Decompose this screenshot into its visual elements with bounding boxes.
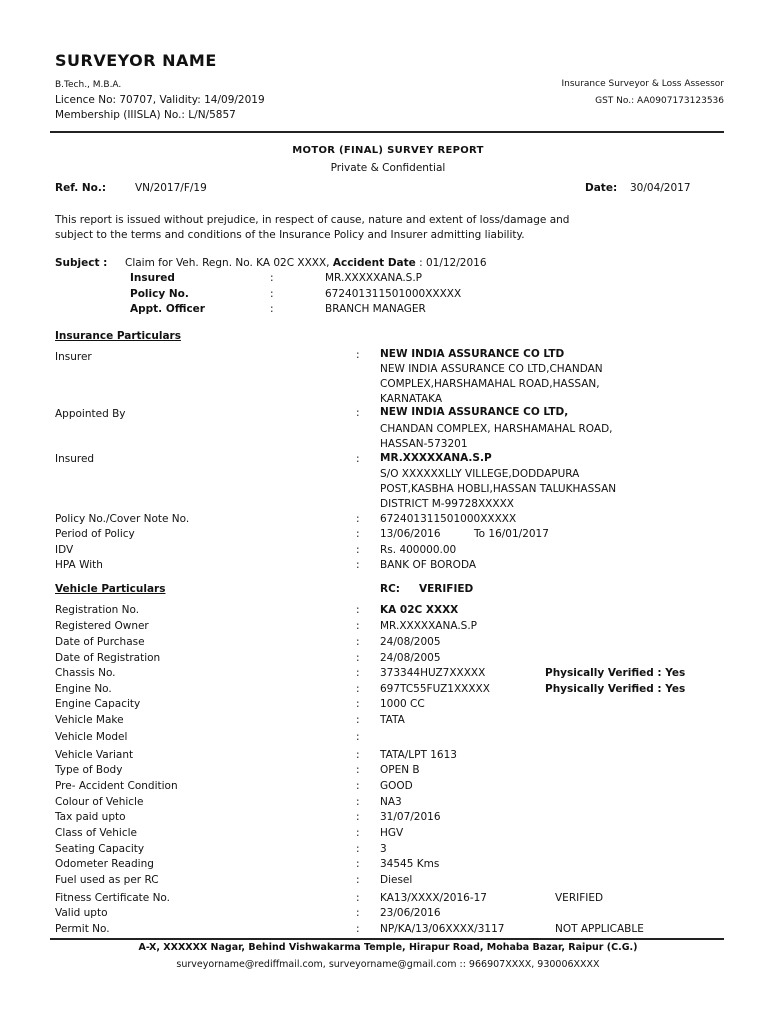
vehicle-field-label: Vehicle Model: [55, 731, 128, 743]
insured-address-line: POST,KASBHA HOBLI,HASSAN TALUKHASSAN: [380, 483, 617, 495]
report-title: MOTOR (FINAL) SURVEY REPORT: [292, 145, 484, 156]
field-colon: :: [356, 858, 360, 870]
field-colon: :: [356, 923, 360, 935]
subject-officer-label: Appt. Officer: [130, 303, 205, 315]
membership-info: Membership (IIISLA) No.: L/N/5857: [55, 109, 236, 121]
vehicle-field-value: 31/07/2016: [380, 811, 441, 823]
vehicle-field-label: Permit No.: [55, 923, 110, 935]
vehicle-field-value: OPEN B: [380, 764, 420, 776]
vehicle-field-value: TATA: [380, 714, 405, 726]
insurer-name: NEW INDIA ASSURANCE CO LTD: [380, 348, 565, 360]
field-colon: :: [356, 667, 360, 679]
footer-contact: surveyorname@rediffmail.com, surveyorname@gmail.com :: 966907XXXX, 930006XXXX: [176, 959, 600, 970]
vehicle-field-label: Vehicle Make: [55, 714, 124, 726]
ref-value: VN/2017/F/19: [135, 182, 207, 194]
report-subtitle: Private & Confidential: [330, 162, 446, 174]
field-colon: :: [356, 827, 360, 839]
footer-address: A-X, XXXXXX Nagar, Behind Vishwakarma Temple, Hirapur Road, Mohaba Bazar, Raipur (C.G.): [138, 942, 638, 953]
vehicle-field-status: VERIFIED: [555, 892, 604, 904]
intro-text-line-1: This report is issued without prejudice, in respect of cause, nature and extent of loss/damage and: [55, 214, 570, 226]
licence-info: Licence No: 70707, Validity: 14/09/2019: [55, 94, 265, 106]
subject-colon: :: [270, 303, 274, 315]
subject-policy-label: Policy No.: [130, 288, 189, 300]
date-label: Date:: [585, 182, 618, 194]
vehicle-field-status: Physically Verified : Yes: [545, 667, 686, 679]
vehicle-field-label: Colour of Vehicle: [55, 796, 144, 808]
field-colon: :: [356, 453, 360, 465]
field-colon: :: [356, 683, 360, 695]
vehicle-field-label: Valid upto: [55, 907, 108, 919]
vehicle-field-value: 697TC55FUZ1XXXXX: [380, 683, 490, 695]
field-colon: :: [356, 544, 360, 556]
field-colon: :: [356, 513, 360, 525]
field-colon: :: [356, 620, 360, 632]
subject-claim-text: Claim for Veh. Regn. No. KA 02C XXXX,: [125, 257, 333, 269]
field-colon: :: [356, 764, 360, 776]
vehicle-field-value: 24/08/2005: [380, 636, 441, 648]
gst-number: GST No.: AA0907173123536: [595, 96, 724, 106]
vehicle-field-value: NA3: [380, 796, 402, 808]
footer-divider: [50, 938, 724, 940]
field-colon: :: [356, 892, 360, 904]
vehicle-field-label: Engine No.: [55, 683, 112, 695]
vehicle-field-label: Tax paid upto: [55, 811, 126, 823]
vehicle-field-label: Date of Purchase: [55, 636, 145, 648]
surveyor-name: SURVEYOR NAME: [55, 51, 217, 70]
field-colon: :: [356, 907, 360, 919]
vehicle-field-value: 23/06/2016: [380, 907, 441, 919]
subject-policy-value: 672401311501000XXXXX: [325, 288, 462, 300]
vehicle-field-value: TATA/LPT 1613: [380, 749, 457, 761]
rc-status: VERIFIED: [419, 583, 474, 595]
surveyor-qualifications: B.Tech., M.B.A.: [55, 80, 122, 90]
hpa-label: HPA With: [55, 559, 103, 571]
hpa-value: BANK OF BORODA: [380, 559, 477, 571]
vehicle-field-label: Pre- Accident Condition: [55, 780, 178, 792]
vehicle-field-value: 3: [380, 843, 387, 855]
field-colon: :: [356, 714, 360, 726]
field-colon: :: [356, 749, 360, 761]
insurer-label: Insurer: [55, 351, 92, 363]
vehicle-field-value: NP/KA/13/06XXXX/3117: [380, 923, 505, 935]
subject-label: Subject :: [55, 257, 108, 269]
field-colon: :: [356, 780, 360, 792]
vehicle-field-label: Registration No.: [55, 604, 140, 616]
insured-label: Insured: [55, 453, 95, 465]
vehicle-field-value: HGV: [380, 827, 404, 839]
date-value: 30/04/2017: [630, 182, 691, 194]
vehicle-field-value: GOOD: [380, 780, 413, 792]
idv-value: Rs. 400000.00: [380, 544, 457, 556]
subject-officer-value: BRANCH MANAGER: [325, 303, 426, 315]
vehicle-field-label: Fitness Certificate No.: [55, 892, 171, 904]
field-colon: :: [356, 407, 360, 419]
vehicle-field-value: KA13/XXXX/2016-17: [380, 892, 487, 904]
vehicle-field-label: Date of Registration: [55, 652, 161, 664]
vehicle-field-label: Vehicle Variant: [55, 749, 134, 761]
field-colon: :: [356, 843, 360, 855]
appointed-by-name: NEW INDIA ASSURANCE CO LTD,: [380, 406, 569, 418]
vehicle-field-label: Seating Capacity: [55, 843, 145, 855]
field-colon: :: [356, 698, 360, 710]
insurer-address-line: KARNATAKA: [380, 393, 443, 405]
field-colon: :: [356, 811, 360, 823]
field-colon: :: [356, 349, 360, 361]
intro-text-line-2: subject to the terms and conditions of the Insurance Policy and Insurer admitting liability.: [55, 229, 525, 241]
field-colon: :: [356, 559, 360, 571]
vehicle-field-label: Registered Owner: [55, 620, 149, 632]
subject-insured-label: Insured: [130, 272, 175, 284]
field-colon: :: [356, 528, 360, 540]
insurer-address-line: NEW INDIA ASSURANCE CO LTD,CHANDAN: [380, 363, 603, 375]
vehicle-field-value: 373344HUZ7XXXXX: [380, 667, 486, 679]
vehicle-particulars-heading: Vehicle Particulars: [55, 583, 166, 595]
vehicle-field-status: Physically Verified : Yes: [545, 683, 686, 695]
header-divider: [50, 131, 724, 133]
insurer-address-line: COMPLEX,HARSHAMAHAL ROAD,HASSAN,: [380, 378, 600, 390]
field-colon: :: [356, 636, 360, 648]
policy-number-label: Policy No./Cover Note No.: [55, 513, 190, 525]
accident-date-value: : 01/12/2016: [415, 257, 487, 269]
subject-insured-value: MR.XXXXXANA.S.P: [325, 272, 422, 284]
appointed-by-address-line: CHANDAN COMPLEX, HARSHAMAHAL ROAD,: [380, 423, 613, 435]
surveyor-role: Insurance Surveyor & Loss Assessor: [561, 79, 724, 89]
insurance-particulars-heading: Insurance Particulars: [55, 330, 181, 342]
subject-colon: :: [270, 288, 274, 300]
accident-date-label: Accident Date: [332, 257, 416, 269]
field-colon: :: [356, 874, 360, 886]
field-colon: :: [356, 796, 360, 808]
vehicle-field-value: 24/08/2005: [380, 652, 441, 664]
vehicle-field-value: MR.XXXXXANA.S.P: [380, 620, 477, 632]
subject-claim: [125, 257, 487, 269]
idv-label: IDV: [55, 544, 74, 556]
insured-name: MR.XXXXXANA.S.P: [380, 452, 492, 464]
vehicle-field-value: 34545 Kms: [380, 858, 440, 870]
ref-label: Ref. No.:: [55, 182, 107, 194]
insured-address-line: DISTRICT M-99728XXXXX: [380, 498, 514, 510]
field-colon: :: [356, 604, 360, 616]
vehicle-field-label: Fuel used as per RC: [55, 874, 159, 886]
rc-label: RC:: [380, 583, 400, 595]
policy-period-from: 13/06/2016: [380, 528, 441, 540]
vehicle-field-label: Type of Body: [55, 764, 123, 776]
vehicle-field-value: 1000 CC: [380, 698, 425, 710]
vehicle-field-status: NOT APPLICABLE: [555, 923, 644, 935]
policy-number-value: 672401311501000XXXXX: [380, 513, 517, 525]
vehicle-field-label: Class of Vehicle: [55, 827, 137, 839]
insured-address-line: S/O XXXXXXLLY VILLEGE,DODDAPURA: [380, 468, 580, 480]
policy-period-label: Period of Policy: [55, 528, 135, 540]
appointed-by-address-line: HASSAN-573201: [380, 438, 468, 450]
vehicle-field-label: Engine Capacity: [55, 698, 141, 710]
field-colon: :: [356, 652, 360, 664]
vehicle-field-label: Odometer Reading: [55, 858, 154, 870]
subject-colon: :: [270, 272, 274, 284]
appointed-by-label: Appointed By: [55, 408, 126, 420]
vehicle-field-value: Diesel: [380, 874, 413, 886]
vehicle-field-value: KA 02C XXXX: [380, 604, 459, 616]
policy-period-to: To 16/01/2017: [474, 528, 549, 540]
field-colon: :: [356, 731, 360, 743]
vehicle-field-label: Chassis No.: [55, 667, 116, 679]
